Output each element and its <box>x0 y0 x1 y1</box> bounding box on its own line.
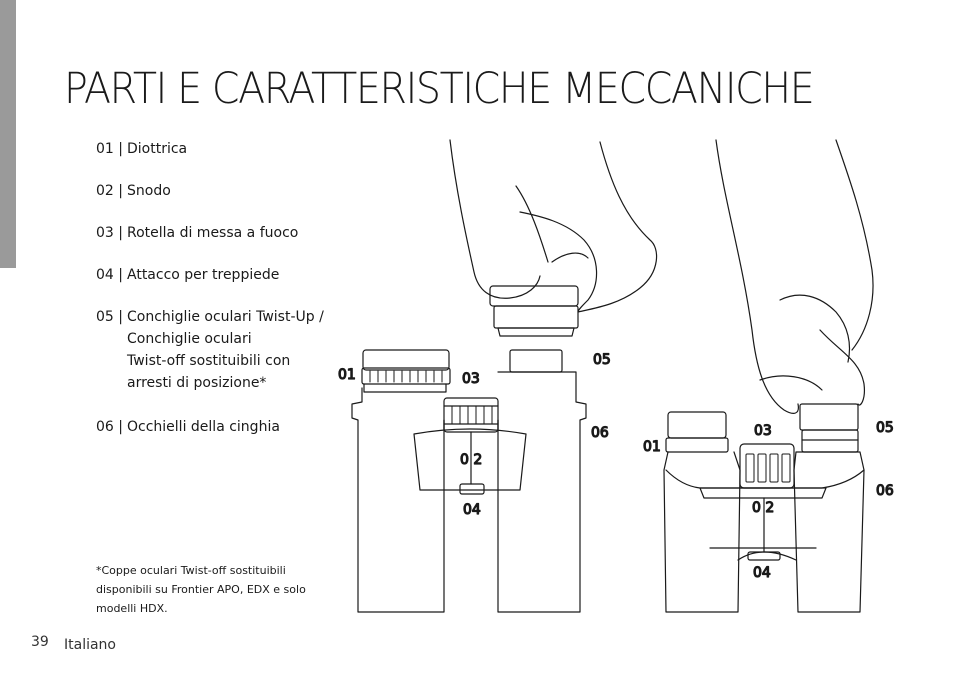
footnote-line: disponibili su Frontier APO, EDX e solo <box>96 583 306 596</box>
part-label-cont: Conchiglie oculari <box>127 331 252 347</box>
part-label-cont: Twist-off sostituibili con <box>127 353 291 369</box>
callout-03: 03 <box>462 371 480 387</box>
part-label: Conchiglie oculari Twist-Up / <box>127 309 324 325</box>
right-binocular <box>664 140 873 612</box>
diopter-knurl <box>370 371 442 382</box>
left-barrel-left-tube <box>352 388 444 612</box>
part-label: Occhielli della cinghia <box>127 419 280 435</box>
part-label-cont: arresti di posizione* <box>127 375 267 391</box>
part-label: Attacco per treppiede <box>127 267 280 283</box>
part-number: 06 | <box>96 419 123 435</box>
callout-02: 0 2 <box>460 452 483 468</box>
part-number: 05 | <box>96 309 123 325</box>
tripod-socket <box>460 484 484 494</box>
callout-03-right: 03 <box>754 423 772 439</box>
footnote-line: modelli HDX. <box>96 602 168 615</box>
eyecup-right-top <box>800 404 858 430</box>
part-number: 02 | <box>96 183 123 199</box>
callout-06: 06 <box>591 425 609 441</box>
twist-eyecup <box>494 306 578 328</box>
part-label: Rotella di messa a fuoco <box>127 225 299 241</box>
part-number: 01 | <box>96 141 123 157</box>
left-barrel-right-tube <box>498 372 586 612</box>
diopter-ring <box>363 350 449 370</box>
part-number: 04 | <box>96 267 123 283</box>
hinge-right <box>700 488 826 498</box>
right-barrel-right <box>794 452 864 612</box>
callout-01: 01 <box>338 367 356 383</box>
left-binocular <box>352 140 657 612</box>
part-label: Diottrica <box>127 141 188 157</box>
callout-05: 05 <box>593 352 611 368</box>
language-label: Italiano <box>64 637 116 653</box>
hand-right <box>716 140 873 413</box>
callout-05-right: 05 <box>876 420 894 436</box>
page-title: PARTI E CARATTERISTICHE MECCANICHE <box>64 64 814 114</box>
part-label: Snodo <box>127 183 171 199</box>
page-number: 39 <box>31 634 49 650</box>
right-barrel-left <box>664 452 740 612</box>
callout-04-right: 04 <box>753 565 771 581</box>
callout-06-right: 06 <box>876 483 894 499</box>
callout-02-right: 0 2 <box>752 500 775 516</box>
diopter-ring-right <box>668 412 726 438</box>
part-number: 03 | <box>96 225 123 241</box>
focus-wheel-right <box>740 444 794 488</box>
eyecup-right <box>510 350 562 372</box>
footnote-line: *Coppe oculari Twist-off sostituibili <box>96 564 286 577</box>
callout-04: 04 <box>463 502 481 518</box>
callout-01-right: 01 <box>643 439 661 455</box>
